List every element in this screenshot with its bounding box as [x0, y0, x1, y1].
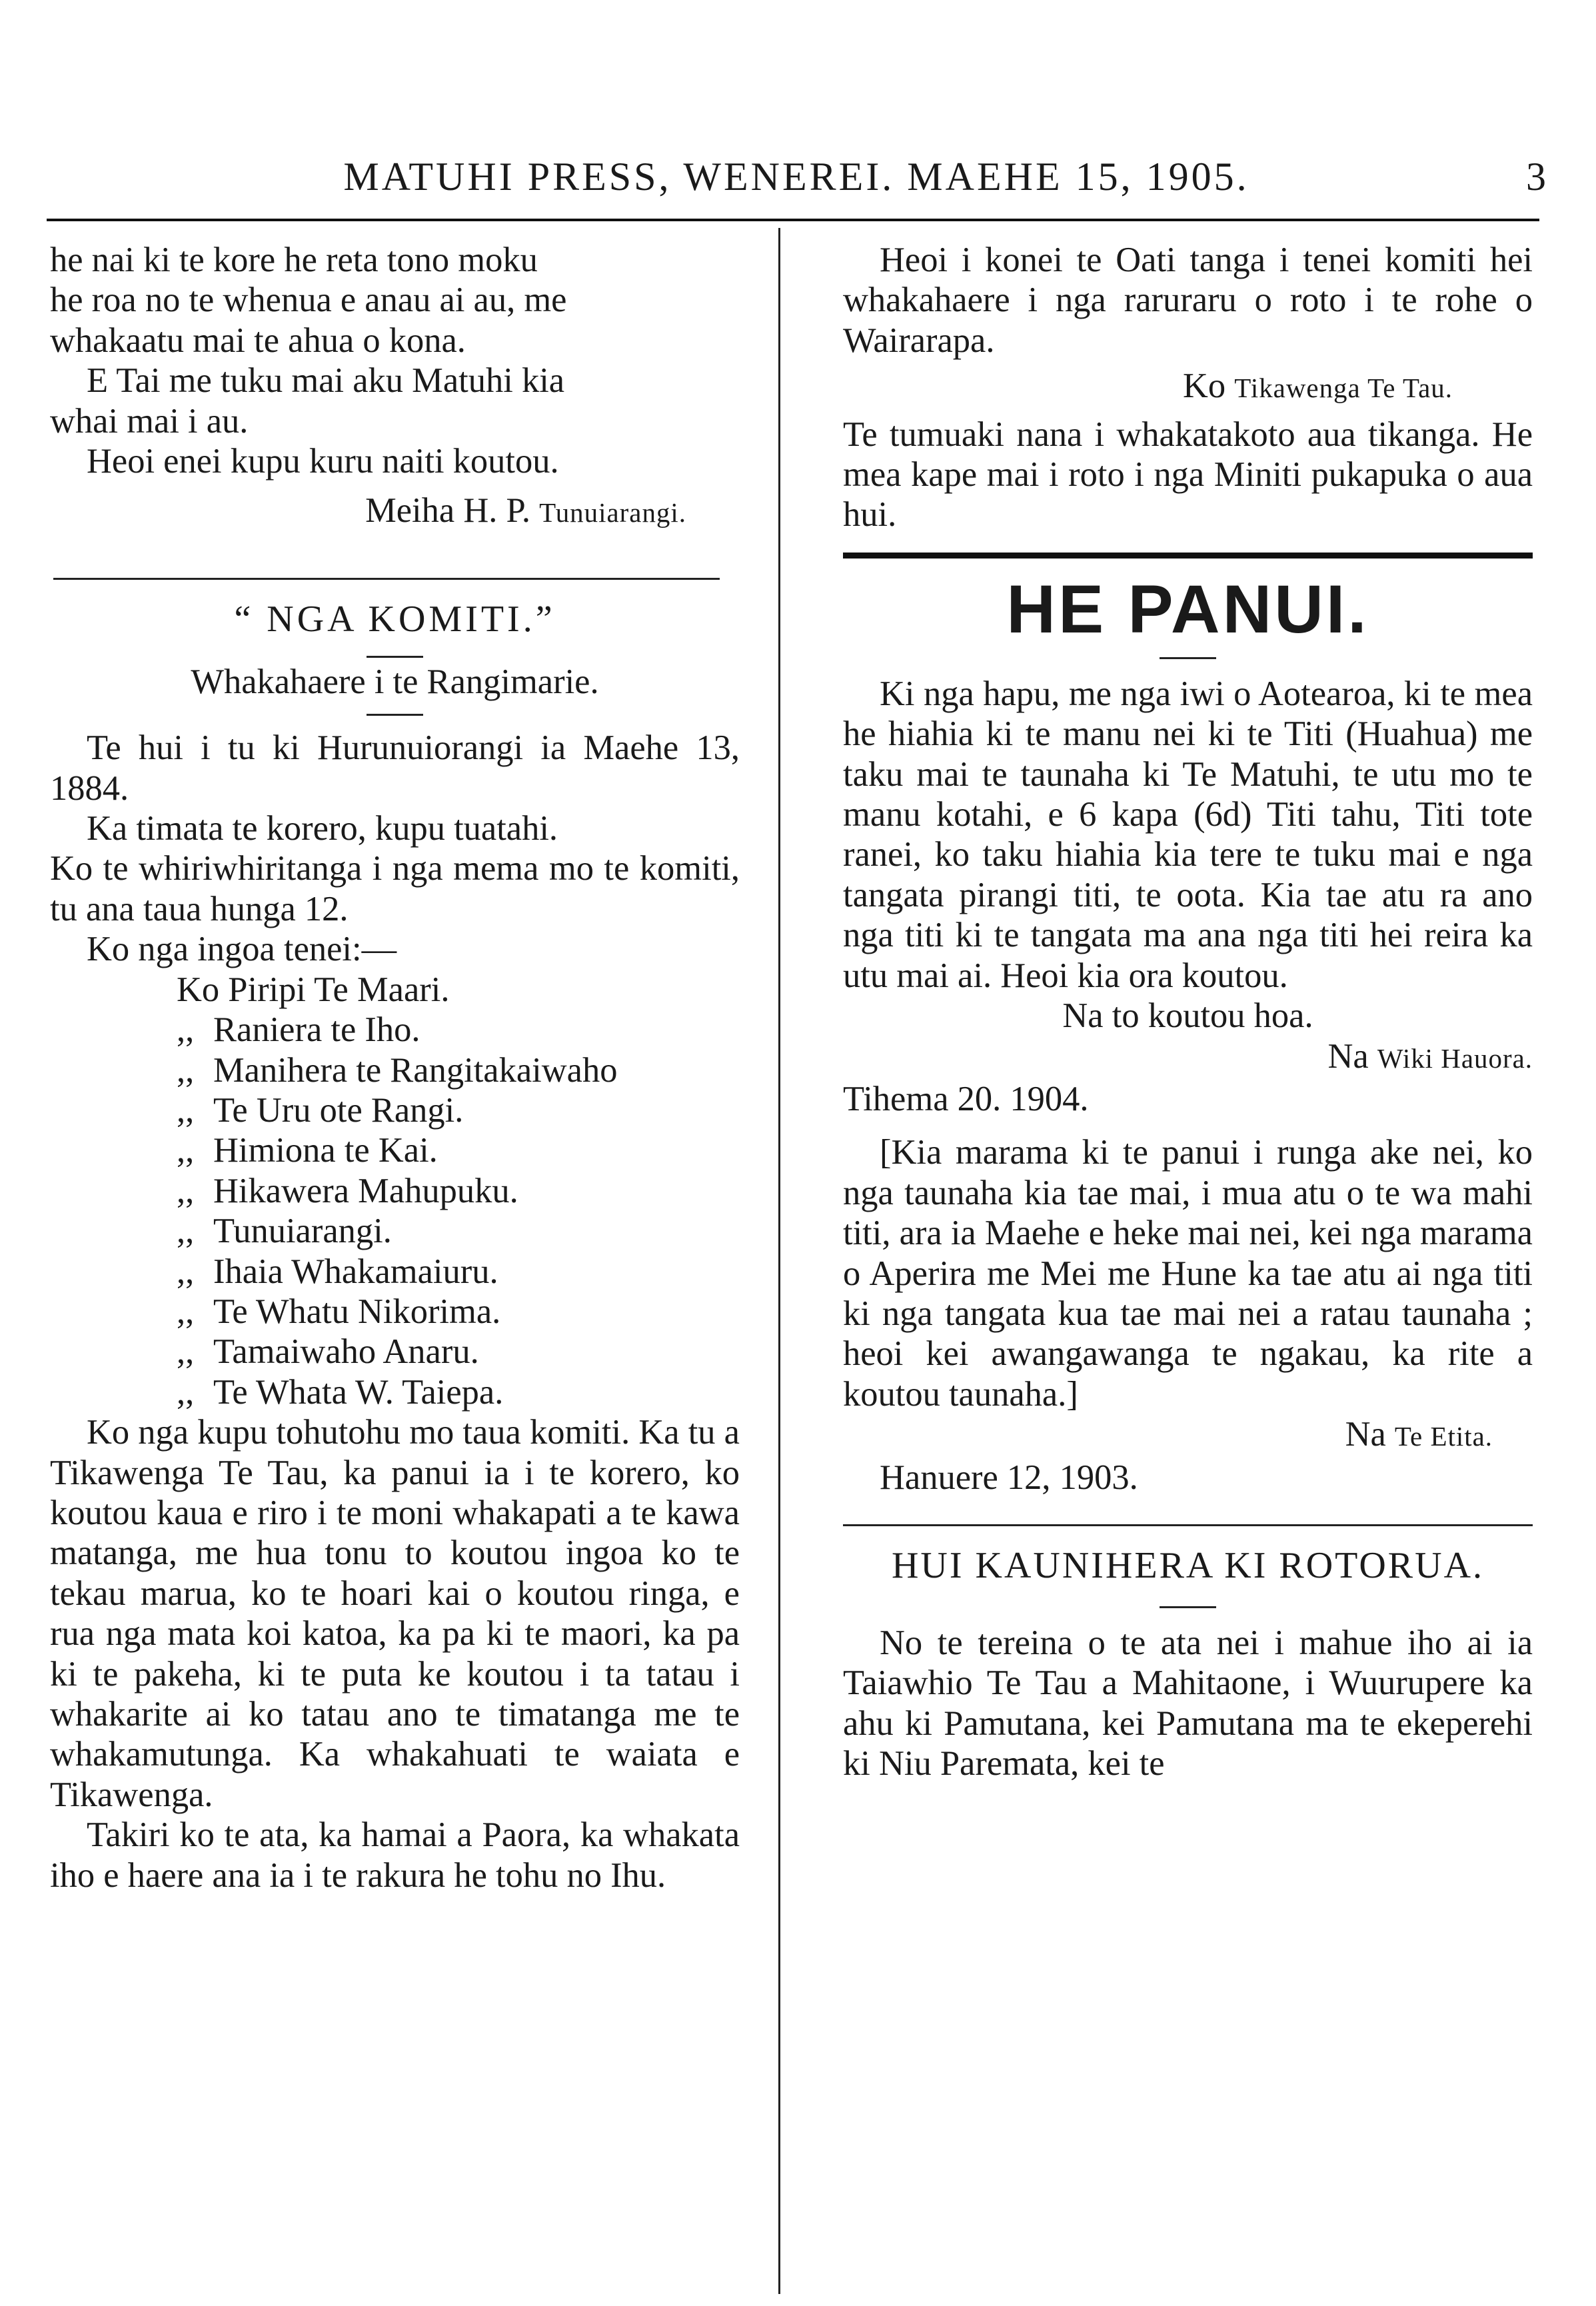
short-rule — [367, 714, 423, 716]
panui-heading: HE PANUI. — [1006, 571, 1369, 647]
signature-name: Wiki Hauora. — [1377, 1043, 1533, 1074]
ditto-mark: ,, — [177, 1292, 195, 1331]
committee-name: Te Whatu Nikorima. — [213, 1292, 501, 1331]
letter-lines — [50, 240, 740, 481]
committee-name: Ko Piripi Te Maari. — [177, 970, 450, 1009]
list-item — [50, 1252, 740, 1292]
committee-name: Tamaiwaho Anaru. — [213, 1332, 479, 1372]
page-header — [53, 150, 1546, 203]
marama-paragraph: [Kia marama ki te panui i runga ake nei, ko nga taunaha kia tae mai, i mua atu o te wa mahi titi, ara ia Maehe e heke mai nei, kei nga marama o Aperira me Mei me Hune ka tae atu ai nga titi ki nga tangata kua tae mai nei a ratau taunaha ; heoi kei awangawanga te ngakau, ka rite a koutou taunaha.] — [843, 1133, 1533, 1414]
tumuaki-paragraph: Te tumuaki nana i whakatakoto aua tikanga. He mea kape mai i roto i nga Miniti pukapuka o aua hui. — [843, 415, 1533, 535]
ditto-mark: ,, — [177, 1090, 195, 1130]
list-item — [50, 1211, 740, 1251]
letter-line: he roa no te whenua e anau ai au, me — [50, 281, 567, 320]
letter-line: Heoi enei kupu kuru naiti koutou. — [87, 442, 559, 481]
committee-name: Te Whata W. Taiepa. — [213, 1372, 504, 1412]
ditto-mark: ,, — [177, 1010, 195, 1050]
left-column — [50, 240, 740, 1895]
section-rule — [843, 1524, 1533, 1526]
hui-heading: HUI KAUNIHERA KI ROTORUA. — [891, 1544, 1485, 1586]
etita-signature — [843, 1414, 1533, 1457]
letter-signature — [50, 491, 740, 533]
ditto-mark: ,, — [177, 1131, 195, 1170]
committee-names — [50, 970, 740, 1412]
wiki-signature — [843, 1036, 1533, 1079]
list-item — [50, 1292, 740, 1332]
ditto-mark: ,, — [177, 1332, 195, 1372]
whiri-paragraph: Ko te whiriwhiritanga i nga mema mo te komiti, tu ana taua hunga 12. — [50, 849, 740, 928]
hui-paragraph: Te hui i tu ki Hurunuiorangi ia Maehe 13, 1884. — [50, 728, 740, 808]
list-item — [50, 970, 740, 1010]
tihema-date: Tihema 20. 1904. — [843, 1079, 1089, 1118]
signature-prefix: Meiha H. P. — [365, 491, 530, 531]
ditto-mark: ,, — [177, 1252, 195, 1291]
committee-name: Himiona te Kai. — [213, 1131, 438, 1170]
column-divider — [778, 228, 780, 2294]
committee-name: Manihera te Rangitakaiwaho — [213, 1050, 618, 1090]
list-item — [50, 1130, 740, 1170]
signature-name: Tikawenga Te Tau. — [1234, 373, 1453, 404]
takiri-paragraph: Takiri ko te ata, ka hamai a Paora, ka whakata iho e haere ana ia i te rakura he tohu no Ihu. — [50, 1815, 740, 1895]
ditto-mark: ,, — [177, 1372, 195, 1412]
list-item — [50, 1171, 740, 1211]
committee-name: Ihaia Whakamaiuru. — [213, 1252, 498, 1291]
right-column — [843, 240, 1533, 1784]
signature-prefix: Na — [1327, 1036, 1369, 1076]
short-rule — [1160, 1606, 1216, 1608]
page-number: 3 — [1526, 155, 1546, 199]
committee-name: Raniera te Iho. — [213, 1010, 420, 1050]
kupu-paragraph: Ko nga kupu tohutohu mo taua komiti. Ka tu a Tikawenga Te Tau, ka panui ia i te korero, ko koutou kaua e riro i te moni whakapati a te kawa matanga, me hua tonu to koutou ingoa ko te tekau marua, ko te hoari kai o koutou ringa, e rua nga mata koi katoa, ka pa ki te maori, ka pa ki te pakeha, ki te puta ke koutou i ta tatau i whakarite ai ko tatau ano te timatanga me te whakamutunga. Ka whakahuati te waiata e Tikawenga. — [50, 1413, 740, 1814]
ditto-mark: ,, — [177, 1050, 195, 1090]
letter-line: whakaatu mai te ahua o kona. — [50, 321, 466, 360]
masthead-title: MATUHI PRESS, WENEREI. MAEHE 15, 1905. — [343, 155, 1249, 199]
list-item — [50, 1010, 740, 1050]
ingoa-intro: Ko nga ingoa tenei:— — [87, 930, 397, 969]
list-item — [50, 1090, 740, 1130]
signature-name: Tunuiarangi. — [539, 498, 686, 529]
hanuere-date: Hanuere 12, 1903. — [880, 1458, 1138, 1497]
komiti-subheading: Whakahaere i te Rangimarie. — [191, 662, 599, 701]
letter-line: he nai ki te kore he reta tono moku — [50, 241, 538, 279]
short-rule — [1160, 657, 1216, 659]
panui-paragraph: Ki nga hapu, me nga iwi o Aotearoa, ki te mea he hiahia ki te manu nei ki te Titi (Huahua) me taku mai te taunaha ki Te Matuhi, te utu mo te manu kotahi, e 6 kapa (6d) Titi tahu, Titi tote ranei, ko taku hiahia kia tere te tuku mai e nga tangata pirangi titi, te oota. Kia tae atu ra ano nga titi ki te tangata ma ana nga titi hei reira ka utu mai ai. Heoi kia ora koutou. — [843, 674, 1533, 995]
committee-name: Te Uru ote Rangi. — [213, 1090, 464, 1130]
list-item — [50, 1332, 740, 1372]
list-item — [50, 1372, 740, 1412]
timata-paragraph: Ka timata te korero, kupu tuatahi. — [87, 809, 558, 848]
signature-prefix: Ko — [1182, 367, 1226, 406]
komiti-heading: “ NGA KOMITI.” — [234, 598, 556, 640]
section-rule-thick — [843, 553, 1533, 559]
committee-name: Tunuiarangi. — [213, 1212, 392, 1251]
ditto-mark: ,, — [177, 1171, 195, 1210]
letter-line: E Tai me tuku mai aku Matuhi kia — [87, 361, 565, 401]
header-rule — [47, 219, 1539, 221]
signature-prefix: Na — [1345, 1415, 1386, 1454]
short-rule — [367, 656, 423, 658]
hoa-line: Na to koutou hoa. — [1062, 996, 1313, 1036]
section-rule — [53, 578, 720, 580]
oati-paragraph: Heoi i konei te Oati tanga i tenei komiti hei whakahaere i nga raruraru o roto i te rohe o Wairarapa. — [843, 241, 1533, 360]
tikawenga-signature — [843, 366, 1533, 409]
tereina-paragraph: No te tereina o te ata nei i mahue iho ai ia Taiawhio Te Tau a Mahitaone, i Wuurupere ka ahu ki Pamutana, kei Pamutana ma te ekeperehi ki Niu Paremata, kei te — [843, 1623, 1533, 1783]
letter-line: whai mai i au. — [50, 401, 249, 441]
ditto-mark: ,, — [177, 1212, 195, 1251]
signature-name: Te Etita. — [1394, 1422, 1493, 1452]
list-item — [50, 1050, 740, 1090]
committee-name: Hikawera Mahupuku. — [213, 1171, 518, 1210]
